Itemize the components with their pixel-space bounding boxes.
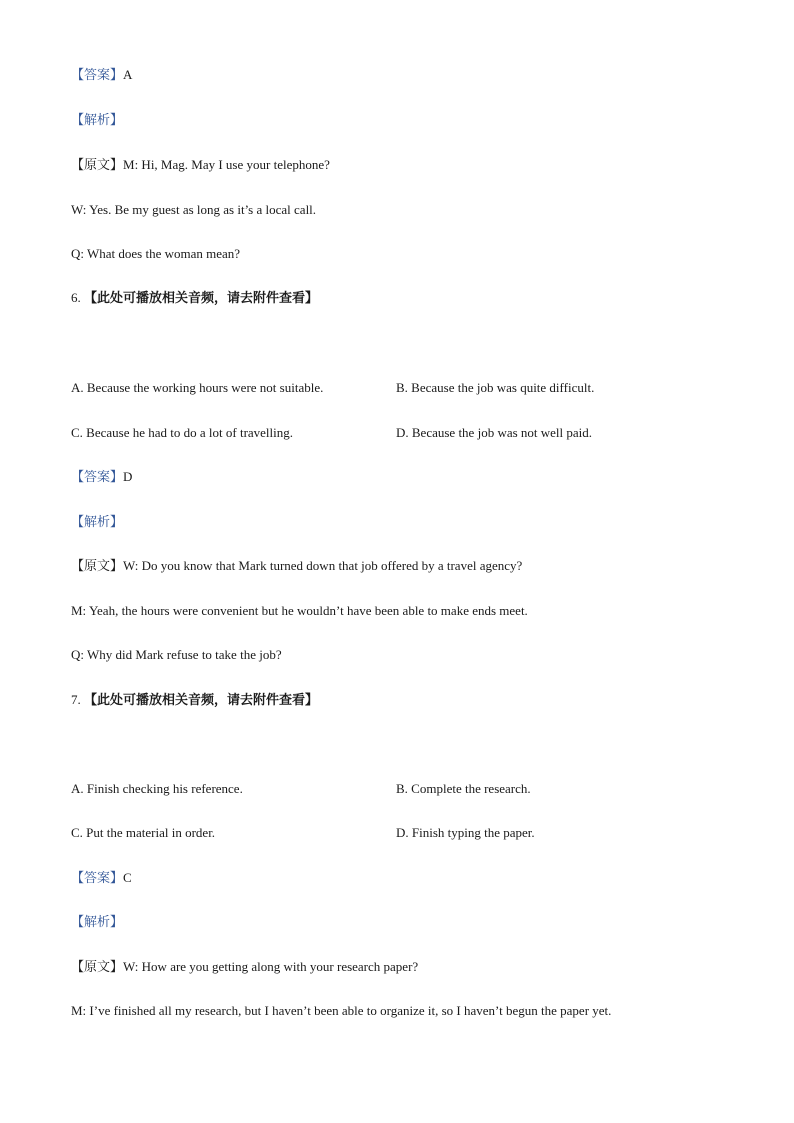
answer-value: C — [123, 870, 132, 885]
option-d: D. Because the job was not well paid. — [396, 425, 593, 440]
answer-label: 【答案】 — [71, 68, 124, 83]
transcript-line-7-2: M: I’ve finished all my research, but I haven’t been able to organize it, so I haven’t begun the paper yet. — [71, 1003, 612, 1018]
analysis-line-7 — [71, 914, 123, 931]
transcript-text: W: Do you know that Mark turned down that job offered by a travel agency? — [123, 558, 523, 573]
option-d: D. Finish typing the paper. — [396, 825, 535, 840]
transcript-label: 【原文】 — [71, 158, 124, 173]
option-a: A. Finish checking his reference. — [71, 781, 243, 796]
transcript-line-6-2: M: Yeah, the hours were convenient but he wouldn’t have been able to make ends meet. — [71, 603, 528, 618]
transcript-line-6-3: Q: Why did Mark refuse to take the job? — [71, 647, 282, 662]
transcript-line-5-3: Q: What does the woman mean? — [71, 246, 241, 261]
question-number: 7. — [71, 692, 81, 707]
question-number: 6. — [71, 290, 81, 305]
option-b: B. Complete the research. — [396, 781, 531, 796]
audio-note: 【此处可播放相关音频，请去附件查看】 — [84, 693, 319, 708]
option-a: A. Because the working hours were not suitable. — [71, 380, 324, 395]
analysis-label: 【解析】 — [71, 915, 124, 930]
transcript-label: 【原文】 — [71, 960, 124, 975]
analysis-label: 【解析】 — [71, 113, 124, 128]
answer-label: 【答案】 — [71, 871, 124, 886]
analysis-line-5 — [71, 112, 123, 129]
answer-label: 【答案】 — [71, 470, 124, 485]
transcript-label: 【原文】 — [71, 559, 124, 574]
transcript-line-6-1 — [71, 558, 522, 575]
option-c: C. Put the material in order. — [71, 825, 216, 840]
option-c: C. Because he had to do a lot of travelling. — [71, 425, 294, 440]
transcript-text: M: Hi, Mag. May I use your telephone? — [123, 157, 330, 172]
option-b: B. Because the job was quite difficult. — [396, 380, 595, 395]
analysis-line-6 — [71, 514, 123, 531]
analysis-label: 【解析】 — [71, 515, 124, 530]
answer-value: A — [123, 67, 133, 82]
answer-line-7 — [71, 870, 132, 887]
transcript-line-5-1 — [71, 157, 330, 174]
answer-line-6 — [71, 469, 132, 486]
transcript-text: W: How are you getting along with your research paper? — [123, 959, 419, 974]
audio-note: 【此处可播放相关音频，请去附件查看】 — [84, 291, 319, 306]
question-6-header — [71, 290, 318, 307]
transcript-line-7-1 — [71, 959, 418, 976]
answer-line-5 — [71, 67, 132, 84]
transcript-line-5-2: W: Yes. Be my guest as long as it’s a local call. — [71, 202, 317, 217]
question-7-header — [71, 692, 318, 709]
answer-value: D — [123, 469, 133, 484]
